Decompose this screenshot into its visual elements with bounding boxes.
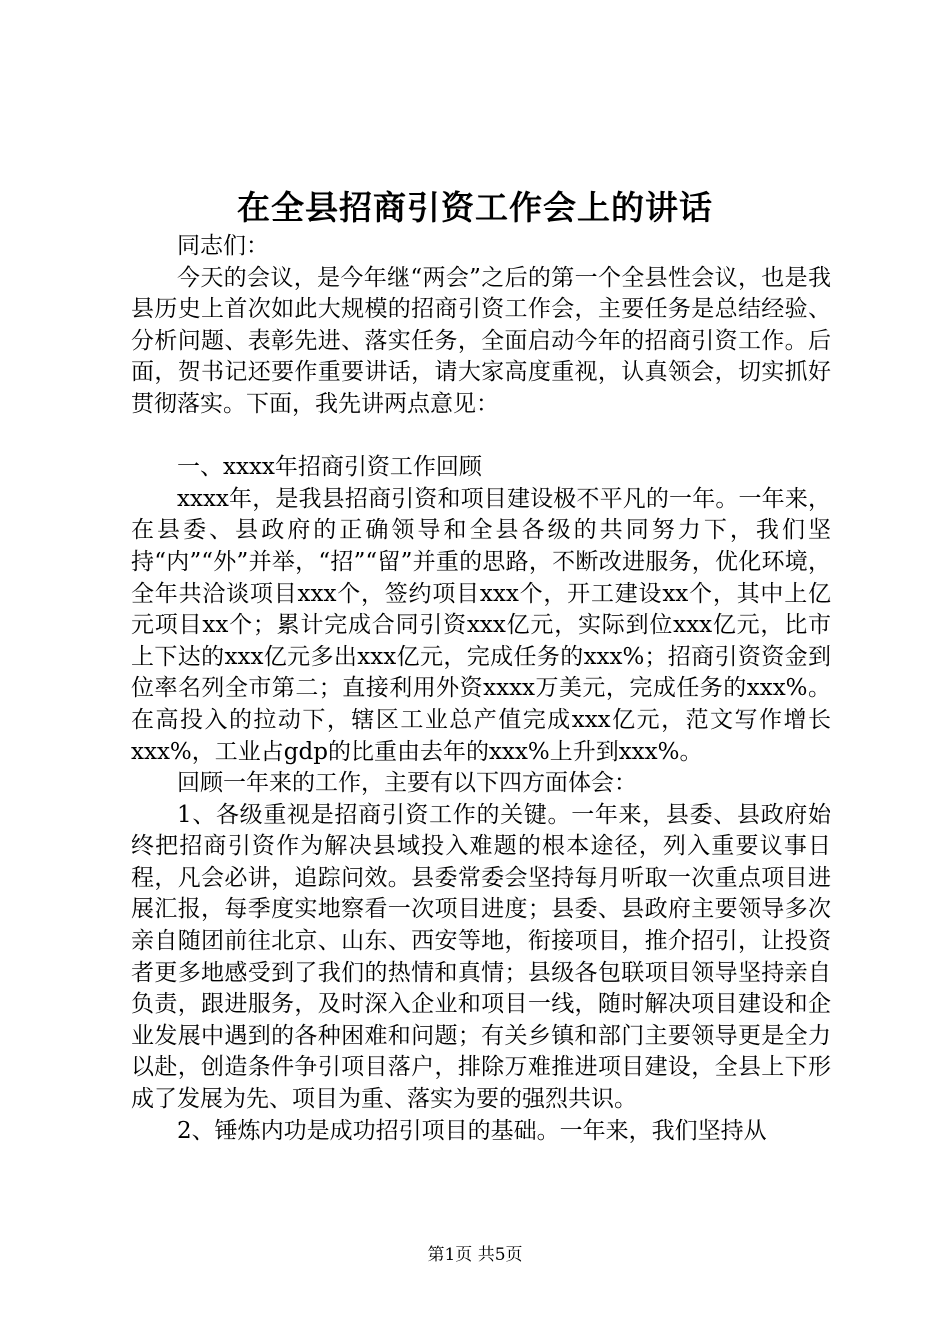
page-number-footer: 第1页 共5页 xyxy=(427,1245,523,1265)
paragraph-review: xxxx年，是我县招商引资和项目建设极不平凡的一年。一年来，在县委、县政府的正确领导和全县各级的共同努力下，我们坚持“内”“外”并举，“招”“留”并重的思路，不断改进服务，优化环境，全年共洽谈项目xxx个，签约项目xxx个，开工建设xx个，其中上亿元项目xx个；累计完成合同引资xxx亿元，实际到位xxx亿元，比市上下达的xxx亿元多出xxx亿元，完成任务的xxx%；招商引资资金到位率名列全市第二；直接利用外资xxxx万美元，完成任务的xxx%。在高投入的拉动下，辖区工业总产值完成xxx亿元，范文写作增长xxx%，工业占gdp的比重由去年的xxx%上升到xxx%。 xyxy=(131,485,831,765)
paragraph-summary-lead: 回顾一年来的工作，主要有以下四方面体会： xyxy=(177,770,637,797)
section-heading: 一、xxxx年招商引资工作回顾 xyxy=(177,454,482,481)
document-body xyxy=(131,231,831,1147)
paragraph-intro: 今天的会议，是今年继“两会”之后的第一个全县性会议，也是我县历史上首次如此大规模的招商引资工作会，主要任务是总结经验、分析问题、表彰先进、落实任务，全面启动今年的招商引资工作。后面，贺书记还要作重要讲话，请大家高度重视，认真领会，切实抓好贯彻落实。下面，我先讲两点意见： xyxy=(131,264,831,417)
paragraph-point-1: 1、各级重视是招商引资工作的关键。一年来，县委、县政府始终把招商引资作为解决县域投入难题的根本途径，列入重要议事日程，凡会必讲，追踪问效。县委常委会坚持每月听取一次重点项目进展汇报，每季度实地察看一次项目进度；县委、县政府主要领导多次亲自随团前往北京、山东、西安等地，衔接项目，推介招引，让投资者更多地感受到了我们的热情和真情；县级各包联项目领导坚持亲自负责，跟进服务，及时深入企业和项目一线，随时解决项目建设和企业发展中遇到的各种困难和问题；有关乡镇和部门主要领导更是全力以赴，创造条件争引项目落户，排除万难推进项目建设，全县上下形成了发展为先、项目为重、落实为要的强烈共识。 xyxy=(131,801,831,1113)
salutation: 同志们： xyxy=(177,233,269,259)
paragraph-point-2: 2、锤炼内功是成功招引项目的基础。一年来，我们坚持从 xyxy=(177,1117,767,1144)
document-title: 在全县招商引资工作会上的讲话 xyxy=(237,188,713,227)
